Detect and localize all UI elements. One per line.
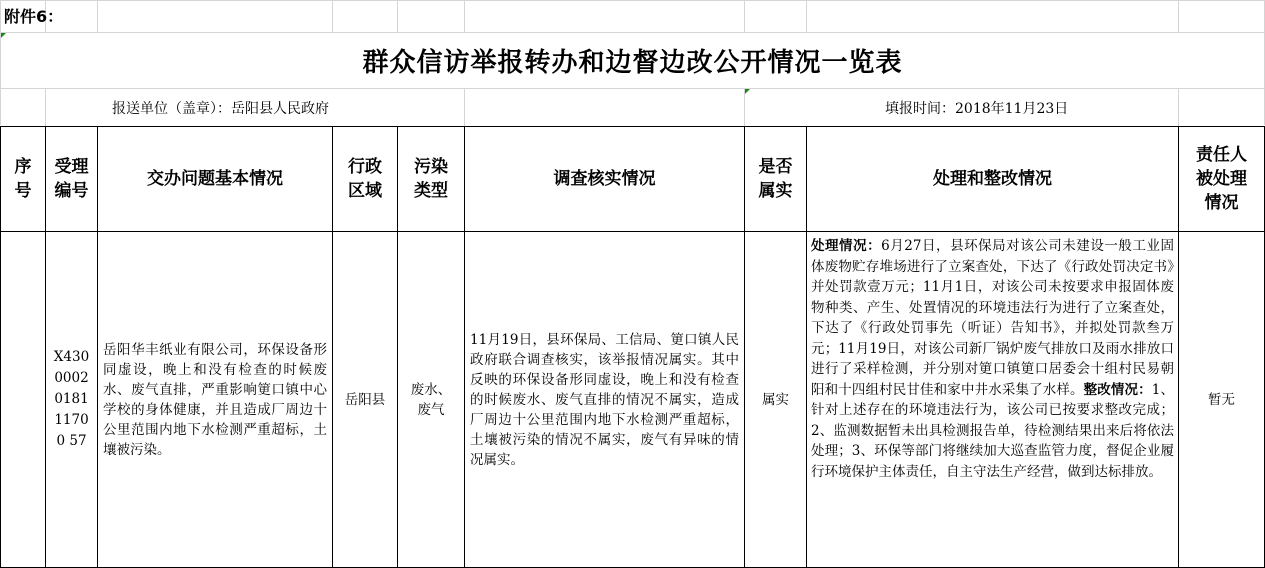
header-region: 行政区域 bbox=[348, 157, 382, 201]
cell-marker bbox=[745, 89, 750, 94]
cell-verified: 属实 bbox=[762, 391, 789, 408]
header-handling: 处理和整改情况 bbox=[933, 169, 1052, 189]
cell-seq bbox=[1, 232, 45, 567]
cell-problem: 岳阳华丰纸业有限公司，环保设备形同虚设，晚上和没有检查的时候废水、废气直排，严重影响筻口镇中心学校的身体健康，并且造成厂周边十公里范围内地下水检测严重超标，土壤被污染。 bbox=[103, 341, 327, 458]
cell-handling bbox=[807, 236, 1178, 566]
header-accept-no: 受理编号 bbox=[54, 157, 89, 201]
fill-date: 填报时间：2018年11月23日 bbox=[885, 101, 1069, 117]
reporting-unit: 报送单位（盖章）：岳阳县人民政府 bbox=[112, 101, 329, 117]
header-investigation: 调查核实情况 bbox=[553, 169, 656, 189]
cell-region: 岳阳县 bbox=[344, 391, 386, 408]
rectify-text: 1、针对上述存在的环境违法行为，该公司已按要求整改完成；2、监测数据暂未出具检测报告单，待检测结果出来后将依法处理；3、环保等部门将继续加大巡查监管力度，督促企业履行环境保护主体责任，自主守法生产经营，做到达标排放。 bbox=[811, 381, 1175, 480]
header-verified: 是否属实 bbox=[758, 157, 793, 201]
handling-label: 处理情况： bbox=[811, 238, 882, 254]
header-problem: 交办问题基本情况 bbox=[147, 169, 283, 189]
attachment-label: 附件6： bbox=[4, 7, 64, 26]
header-seq: 序号 bbox=[14, 157, 32, 201]
handling-text: 6月27日，县环保局对该公司未建设一般工业固体废物贮存堆场进行了立案查处，下达了《行政处罚决定书》并处罚款壹万元；11月1日，对该公司未按要求申报固体废物种类、产生、处置情况的环境违法行为进行了立案查处，下达了《行政处罚事先（听证）告知书》，并拟处罚款叁万元；11月19日，对该公司新厂锅炉废气排放口及雨水排放口进行了采样检测，并分别对筻口镇筻口居委会十组村民易朝阳和十四组村民甘佳和家中井水采集了水样。 bbox=[811, 238, 1174, 398]
cell-investigation: 11月19日，县环保局、工信局、筻口镇人民政府联合调查核实，该举报情况属实。其中反映的环保设备形同虚设，晚上和没有检查的时候废水、废气直排的情况不属实，造成厂周边十公里范围内地下水检测严重超标，土壤被污染的情况不属实，废气有异味的情况属实。 bbox=[470, 331, 739, 468]
header-accountability: 责任人被处理情况 bbox=[1196, 145, 1247, 213]
page-title: 群众信访举报转办和边督边改公开情况一览表 bbox=[362, 47, 903, 78]
header-pollution-type: 污染类型 bbox=[414, 157, 448, 201]
rectify-label: 整改情况： bbox=[1083, 381, 1152, 398]
cell-accept-no: X4300002018111700 57 bbox=[53, 349, 90, 449]
cell-pollution-type: 废水、废气 bbox=[410, 381, 452, 418]
cell-accountability: 暂无 bbox=[1208, 391, 1235, 408]
